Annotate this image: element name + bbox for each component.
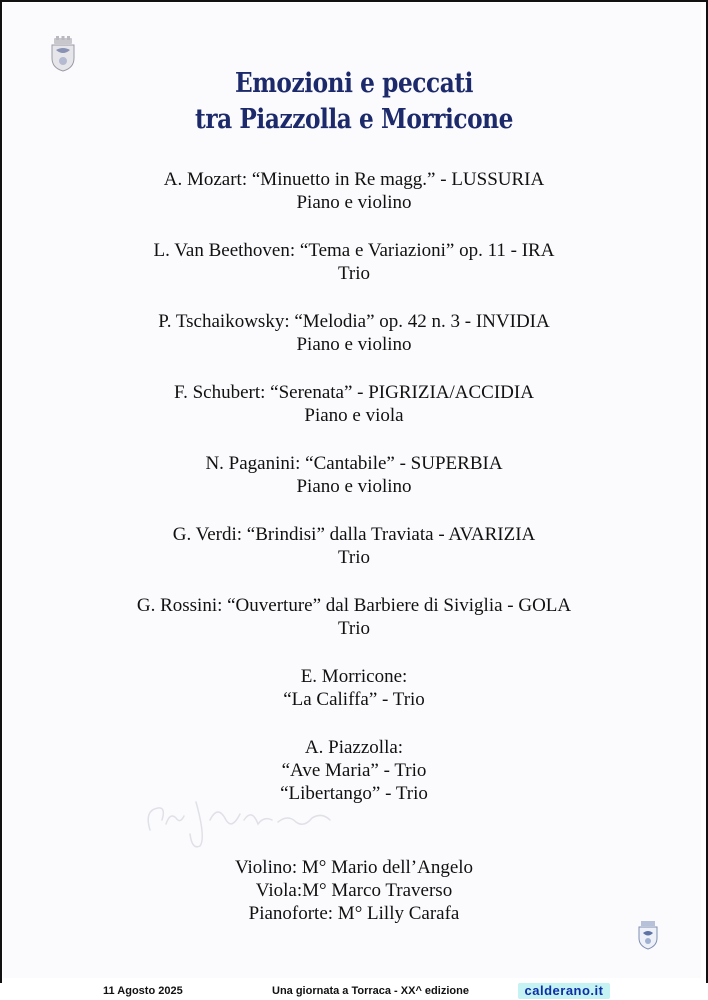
piece-ensemble: Piano e violino [296,192,412,213]
concert-title-line1: Emozioni e peccati [234,68,474,99]
piece-title: F. Schubert: “Serenata” - PIGRIZIA/ACCIDIA [174,382,534,403]
program-item [0,594,708,665]
program-item [0,523,708,594]
footer-site-link[interactable]: calderano.it [518,983,610,999]
piece-title: G. Rossini: “Ouverture” dal Barbiere di Siviglia - GOLA [136,595,572,616]
small-crest-icon [637,920,659,950]
piece-title: L. Van Beethoven: “Tema e Variazioni” op. 11 - IRA [153,240,555,261]
piece-title: “Ave Maria” - Trio [281,760,427,781]
piece-ensemble: Piano e violino [296,476,412,497]
piece-ensemble: Trio [337,547,371,568]
footer-bar [0,983,708,1000]
performer-piano: Pianoforte: M° Lilly Carafa [248,903,460,924]
footer-date: 11 Agosto 2025 [103,985,183,997]
piece-composer: A. Piazzolla: [304,737,404,758]
performers-list [0,856,708,925]
piece-composer: E. Morricone: [300,666,408,687]
concert-title-line2: tra Piazzolla e Morricone [195,104,513,135]
piece-title: G. Verdi: “Brindisi” dalla Traviata - AVARIZIA [172,524,536,545]
piece-ensemble: Piano e viola [304,405,404,426]
piece-ensemble: Piano e violino [296,334,412,355]
program-item [0,736,708,807]
piece-title: A. Mozart: “Minuetto in Re magg.” - LUSSURIA [163,169,545,190]
program-item [0,168,708,239]
piece-ensemble: Trio [337,618,371,639]
program-item [0,452,708,523]
piece-ensemble: Trio [337,263,371,284]
program-item [0,665,708,736]
town-crest-icon [49,36,77,72]
piece-title: P. Tschaikowsky: “Melodia” op. 42 n. 3 - INVIDIA [158,311,550,332]
program-item [0,381,708,452]
program-item [0,239,708,310]
piece-title: “Libertango” - Trio [280,783,428,804]
piece-title: N. Paganini: “Cantabile” - SUPERBIA [205,453,503,474]
performer-violin: Violino: M° Mario dell’Angelo [234,857,474,878]
program-list [0,168,708,807]
footer-event: Una giornata a Torraca - XX^ edizione [272,985,469,997]
performer-viola: Viola:M° Marco Traverso [255,880,453,901]
program-item [0,310,708,381]
piece-title: “La Califfa” - Trio [283,689,425,710]
